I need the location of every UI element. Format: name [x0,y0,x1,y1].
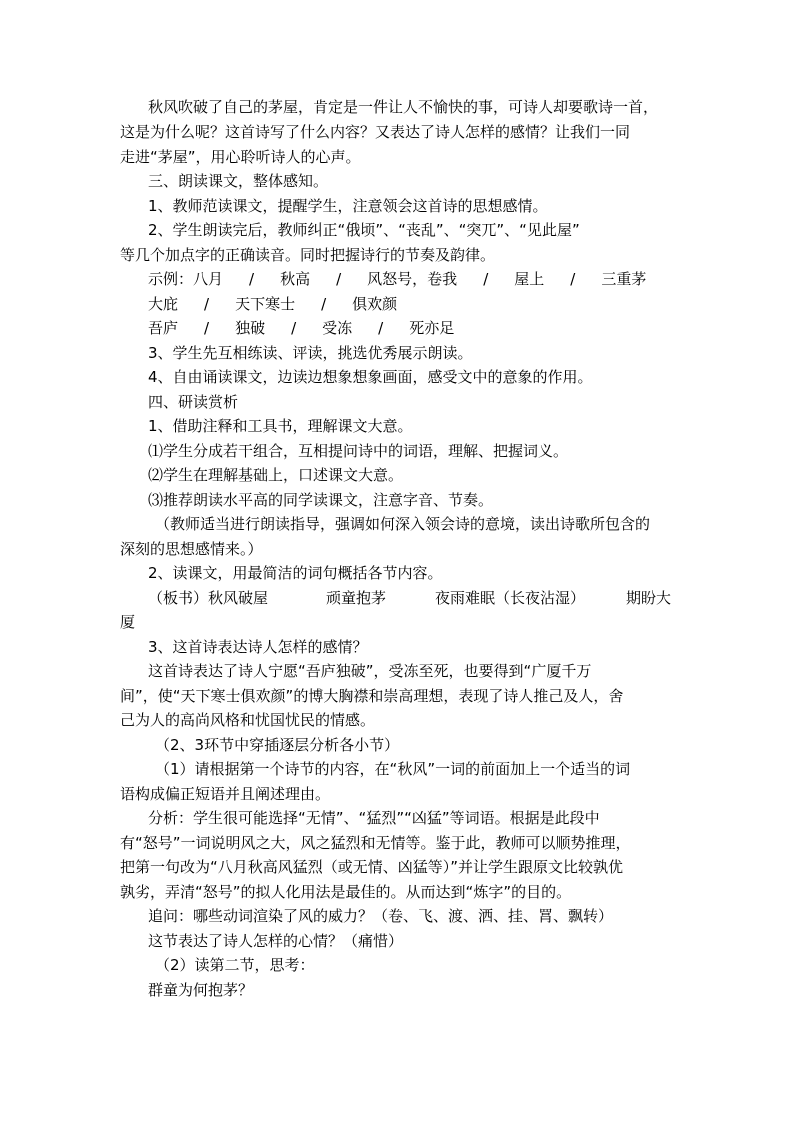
step-4: 4、自由诵读课文，边读边想象想象画面，感受文中的意象的作用。 [148,368,593,386]
board-cell: 期盼大 [626,589,672,607]
rhythm-row-3 [148,318,454,338]
question-2: （2）读第二节，思考： [155,956,315,974]
answer-line: 间”，使“天下寒士俱欢颜”的博大胸襟和崇高理想，表现了诗人推己及人，舍 [120,687,624,705]
analysis-line: 孰劣，弄清“怒号”的拟人化用法是最佳的。从而达到“炼字”的目的。 [120,883,572,901]
rhythm-word: 屋上 [514,270,545,288]
sub-item: ⑶推荐朗读水平高的同学读课文，注意字音、节奏。 [148,491,494,509]
rhythm-word: 受冻 [322,319,353,337]
question-1-line: 语构成偏正短语并且阐述理由。 [120,785,331,803]
rhythm-slash: / [570,270,576,288]
question-2a: 群童为何抱茅？ [148,981,254,999]
intro-line: 走进“茅屋”，用心聆听诗人的心声。 [120,148,361,166]
answer-line: 己为人的高尚风格和忧国忧民的情感。 [120,711,376,729]
rhythm-word: 俱欢颜 [352,295,398,313]
rhythm-row-1 [148,269,646,289]
rhythm-slash: / [378,319,384,337]
analysis-line: 把第一句改为“八月秋高风猛烈（或无情、凶猛等）”并让学生跟原文比较孰优 [120,858,624,876]
step-2-line: 2、学生朗读完后，教师纠正“俄顷”、“丧乱”、“突兀”、“见此屋” [148,221,580,239]
rhythm-word: 秋高 [280,270,311,288]
rhythm-slash: / [291,319,297,337]
rhythm-slash: / [249,270,255,288]
section-heading: 四、研读赏析 [148,393,239,411]
answer-line: 这首诗表达了诗人宁愿“吾庐独破”，受冻至死，也要得到“广厦千万 [148,662,592,680]
step-1: 1、教师范读课文，提醒学生，注意领会这首诗的思想感情。 [148,197,548,215]
sub-item: ⑴学生分成若干组合，互相提问诗中的词语，理解、把握词义。 [148,442,569,460]
rhythm-word: 天下寒士 [235,295,296,313]
board-cell: 夜雨难眠（长夜沾湿） [435,589,586,607]
rhythm-row-2 [148,294,397,314]
item-3: 3、这首诗表达诗人怎样的感情？ [148,638,368,656]
board-wrap: 厦 [120,613,136,631]
rhythm-slash: / [321,295,327,313]
rhythm-word: 三重茅 [601,270,647,288]
analysis-intro: （2、3环节中穿插逐层分析各小节） [155,736,400,754]
rhythm-slash: / [204,319,210,337]
rhythm-word: 死亦足 [409,319,455,337]
item-1: 1、借助注释和工具书，理解课文大意。 [148,417,413,435]
feeling-line: 这节表达了诗人怎样的心情？（痛惜） [148,932,404,950]
section-heading: 三、朗读课文，整体感知。 [148,172,329,190]
intro-line: 这是为什么呢？这首诗写了什么内容？又表达了诗人怎样的感情？让我们一同 [120,123,631,141]
rhythm-word: 风怒号，卷我 [367,270,458,288]
rhythm-label: 示例： [148,270,194,288]
teacher-note-line: 深刻的思想感情来。） [120,540,263,558]
rhythm-word: 吾庐 [148,319,179,337]
rhythm-word: 独破 [235,319,266,337]
board-cell: 顽童抱茅 [326,589,387,607]
question-1-line: （1）请根据第一个诗节的内容，在“秋风”一词的前面加上一个适当的词 [155,760,631,778]
step-2-line: 等几个加点字的正确读音。同时把握诗行的节奏及韵律。 [120,246,496,264]
analysis-line: 分析：学生很可能选择“无情”、“猛烈”“凶猛”等词语。根据是此段中 [148,809,600,827]
intro-line: 秋风吹破了自己的茅屋，肯定是一件让人不愉快的事，可诗人却要歌诗一首， [148,98,659,116]
step-3: 3、学生先互相练读、评读，挑选优秀展示朗读。 [148,344,473,362]
follow-up: 追问：哪些动词渲染了风的威力？（卷、飞、渡、洒、挂、罥、飘转） [148,907,614,925]
rhythm-slash: / [483,270,489,288]
analysis-line: 有“怒号”一词说明风之大，风之猛烈和无情等。鉴于此，教师可以顺势推理， [120,834,631,852]
teacher-note-line: （教师适当进行朗读指导，强调如何深入领会诗的意境，读出诗歌所包含的 [155,515,651,533]
rhythm-word: 八月 [193,270,224,288]
rhythm-slash: / [204,295,210,313]
item-2: 2、读课文，用最简洁的词句概括各节内容。 [148,564,443,582]
sub-item: ⑵学生在理解基础上，口述课文大意。 [148,466,404,484]
rhythm-word: 大庇 [148,295,179,313]
board-cell: （板书）秋风破屋 [148,589,269,607]
rhythm-slash: / [336,270,342,288]
